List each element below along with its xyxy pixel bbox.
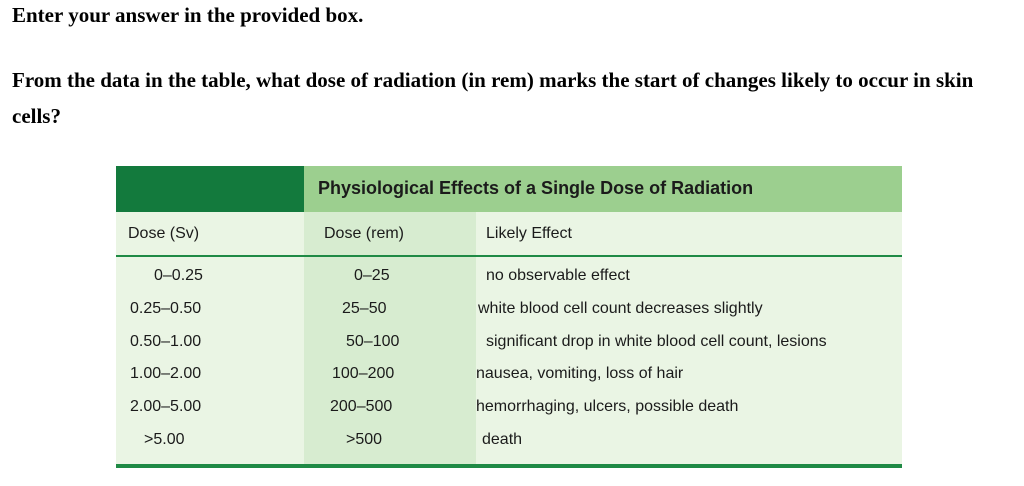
cell-effect: white blood cell count decreases slightly xyxy=(478,300,763,317)
cell-sv: 2.00–5.00 xyxy=(130,398,202,415)
cell-rem: 50–100 xyxy=(346,333,400,350)
cell-effect: death xyxy=(482,431,523,448)
header-likely-effect: Likely Effect xyxy=(486,225,572,242)
cell-rem: 200–500 xyxy=(330,398,393,415)
radiation-effects-table xyxy=(116,166,902,470)
header-rule xyxy=(116,255,902,257)
cell-sv: 0–0.25 xyxy=(154,267,203,284)
header-dose-rem: Dose (rem) xyxy=(324,225,405,242)
cell-rem: 100–200 xyxy=(332,365,395,382)
cell-effect: hemorrhaging, ulcers, possible death xyxy=(476,398,739,415)
question-text: From the data in the table, what dose of radiation (in rem) marks the start of changes likely to occur in skin cells? xyxy=(12,68,974,128)
bottom-rule xyxy=(116,464,902,468)
cell-effect: nausea, vomiting, loss of hair xyxy=(476,365,684,382)
cell-effect: no observable effect xyxy=(486,267,630,284)
instruction-text: Enter your answer in the provided box. xyxy=(12,3,364,27)
cell-sv: 0.25–0.50 xyxy=(130,300,202,317)
header-dose-sv: Dose (Sv) xyxy=(128,225,200,242)
cell-rem: 25–50 xyxy=(342,300,387,317)
table-title-bar xyxy=(304,166,902,212)
cell-rem: >500 xyxy=(346,431,383,448)
table-title-accent xyxy=(116,166,304,212)
cell-effect: significant drop in white blood cell count, lesions xyxy=(486,333,827,350)
cell-sv: 1.00–2.00 xyxy=(130,365,202,382)
table-title: Physiological Effects of a Single Dose of Radiation xyxy=(318,178,754,198)
cell-sv: 0.50–1.00 xyxy=(130,333,202,350)
cell-sv: >5.00 xyxy=(144,431,185,448)
cell-rem: 0–25 xyxy=(354,267,390,284)
